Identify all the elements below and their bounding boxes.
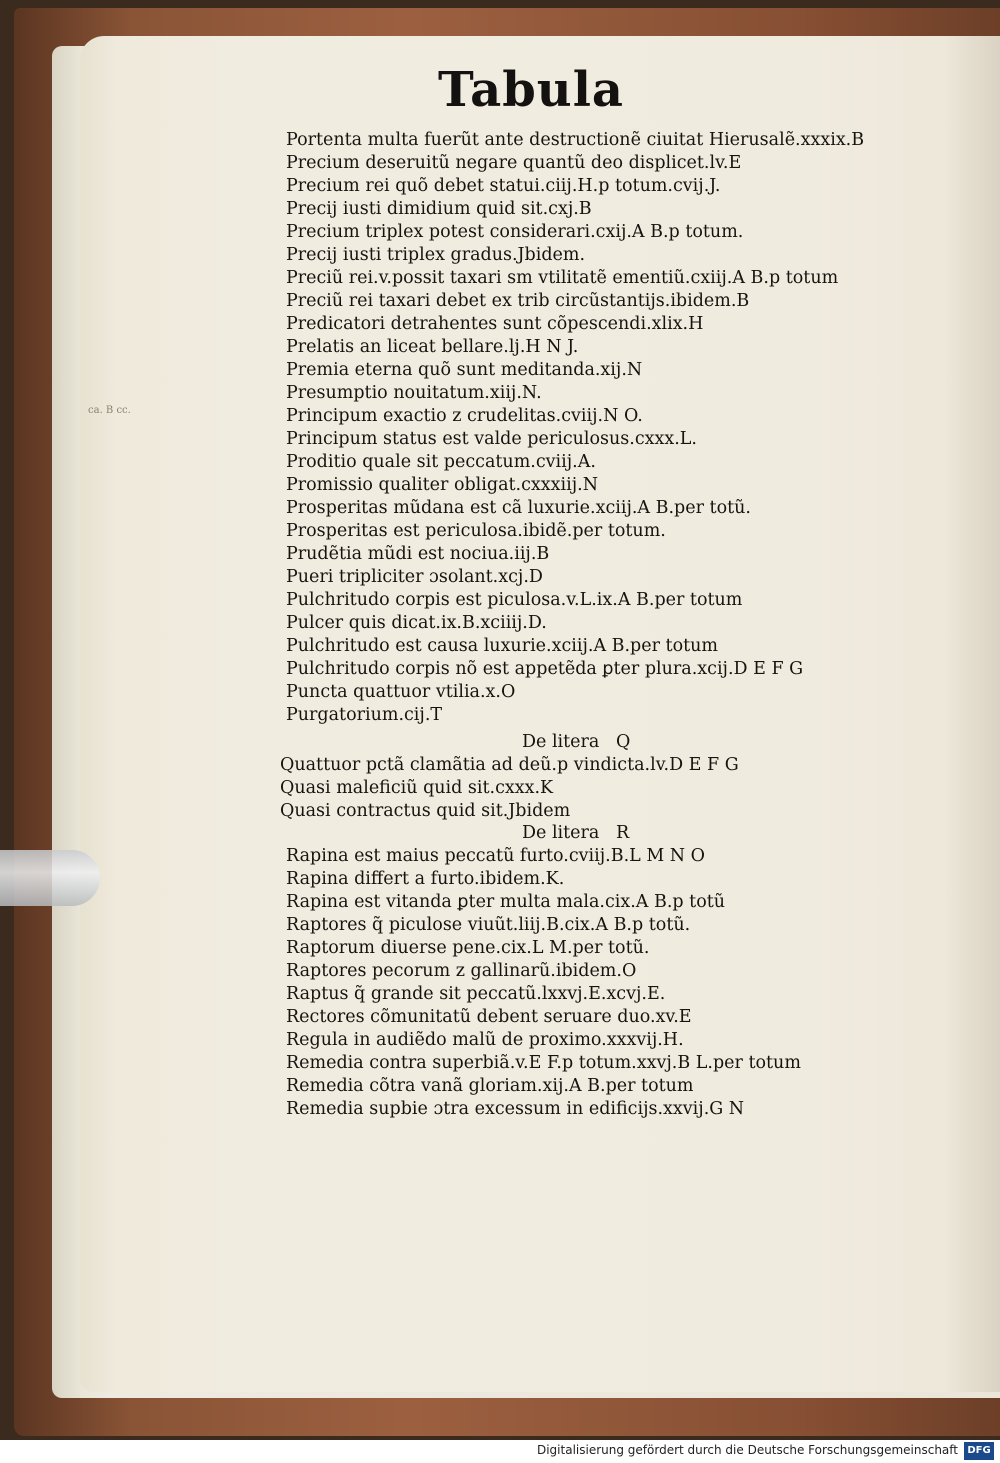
index-entry: Presumptio nouitatum.xiij.N. — [286, 383, 542, 403]
index-entry: Raptores q̃ piculose viuũt.liij.B.cix.A B.p totũ. — [286, 915, 691, 935]
footer-bar — [0, 1440, 1000, 1463]
index-entry: Portenta multa fuerũt ante destructionẽ ciuitat Hierusalẽ.xxxix.B — [286, 130, 865, 150]
index-entry: Predicatori detrahentes sunt cõpescendi.xlix.H — [286, 314, 704, 334]
index-entry: Rapina differt a furto.ibidem.K. — [286, 869, 565, 889]
index-entry: Promissio qualiter obligat.cxxxiij.N — [286, 475, 599, 495]
heading-letter: R — [616, 823, 630, 843]
index-entry: Precij iusti triplex gradus.Jbidem. — [286, 245, 586, 265]
index-entry: Raptores pecorum z gallinarũ.ibidem.O — [286, 961, 637, 981]
index-entry: Quasi maleficiũ quid sit.cxxx.K — [280, 778, 554, 798]
page-gutter-shadow — [945, 36, 1000, 1392]
dfg-logo[interactable]: DFG — [964, 1442, 994, 1460]
index-entry: Pueri tripliciter ɔsolant.xcj.D — [286, 567, 543, 587]
index-entry: Preciũ rei.v.possit taxari sm vtilitatẽ ementiũ.cxiij.A B.p totum — [286, 268, 839, 288]
index-entry: Quasi contractus quid sit.Jbidem — [280, 801, 571, 821]
funding-notice: Digitalisierung gefördert durch die Deutsche Forschungsgemeinschaft — [536, 1443, 958, 1457]
heading-label: De litera — [522, 732, 600, 752]
index-entry: Puncta quattuor vtilia.x.O — [286, 682, 516, 702]
index-entry: Rectores cõmunitatũ debent seruare duo.xv.E — [286, 1007, 692, 1027]
index-entry: Precium deseruitũ negare quantũ deo displicet.lv.E — [286, 153, 742, 173]
section-heading-q — [522, 732, 630, 752]
index-entry: Raptorum diuerse pene.cix.L M.per totũ. — [286, 938, 650, 958]
index-entry: Precij iusti dimidium quid sit.cxj.B — [286, 199, 592, 219]
index-entry: Precium rei quõ debet statui.ciij.H.p totum.cvij.J. — [286, 176, 721, 196]
index-entry: Pulchritudo corpis est piculosa.v.L.ix.A B.per totum — [286, 590, 743, 610]
index-entry: Principum exactio z crudelitas.cviij.N O. — [286, 406, 643, 426]
index-entry: Pulchritudo est causa luxurie.xciij.A B.per totum — [286, 636, 719, 656]
index-entry: Prelatis an liceat bellare.lj.H N J. — [286, 337, 579, 357]
index-entry: Raptus q̃ grande sit peccatũ.lxxvj.E.xcvj.E. — [286, 984, 666, 1004]
index-entry: Regula in audiẽdo malũ de proximo.xxxvij.H. — [286, 1030, 684, 1050]
index-entry: Premia eterna quõ sunt meditanda.xij.N — [286, 360, 643, 380]
index-entry: Quattuor pctã clamãtia ad deũ.p vindicta.lv.D E F G — [280, 755, 739, 775]
page-title: Tabula — [438, 62, 625, 118]
index-entry: Pulchritudo corpis nõ est appetẽda ꝑter plura.xcij.D E F G — [286, 659, 804, 679]
index-entry: Pulcer quis dicat.ix.B.xciiij.D. — [286, 613, 547, 633]
page-clip — [0, 850, 100, 906]
index-entry: Prudẽtia mũdi est nociua.iij.B — [286, 544, 550, 564]
index-entry: Precium triplex potest considerari.cxij.A B.p totum. — [286, 222, 744, 242]
index-entry: Prosperitas mũdana est cã luxurie.xciij.A B.per totũ. — [286, 498, 751, 518]
index-entry: Remedia contra superbiã.v.E F.p totum.xxvj.B L.per totum — [286, 1053, 801, 1073]
margin-note: ca. B cc. — [88, 405, 131, 416]
heading-letter: Q — [616, 732, 631, 752]
index-entry: Proditio quale sit peccatum.cviij.A. — [286, 452, 596, 472]
index-entry: Principum status est valde periculosus.cxxx.L. — [286, 429, 697, 449]
section-heading-r — [522, 823, 629, 843]
index-entry: Remedia supbie ɔtra excessum in edificijs.xxvij.G N — [286, 1099, 745, 1119]
index-entry: Prosperitas est periculosa.ibidẽ.per totum. — [286, 521, 666, 541]
index-entry: Remedia cõtra vanã gloriam.xij.A B.per totum — [286, 1076, 694, 1096]
index-entry: Preciũ rei taxari debet ex trib circũstantijs.ibidem.B — [286, 291, 750, 311]
index-entry: Rapina est maius peccatũ furto.cviij.B.L M N O — [286, 846, 706, 866]
index-entry: Rapina est vitanda ꝑter multa mala.cix.A B.p totũ — [286, 892, 726, 912]
index-entry: Purgatorium.cij.T — [286, 705, 443, 725]
heading-label: De litera — [522, 823, 600, 843]
